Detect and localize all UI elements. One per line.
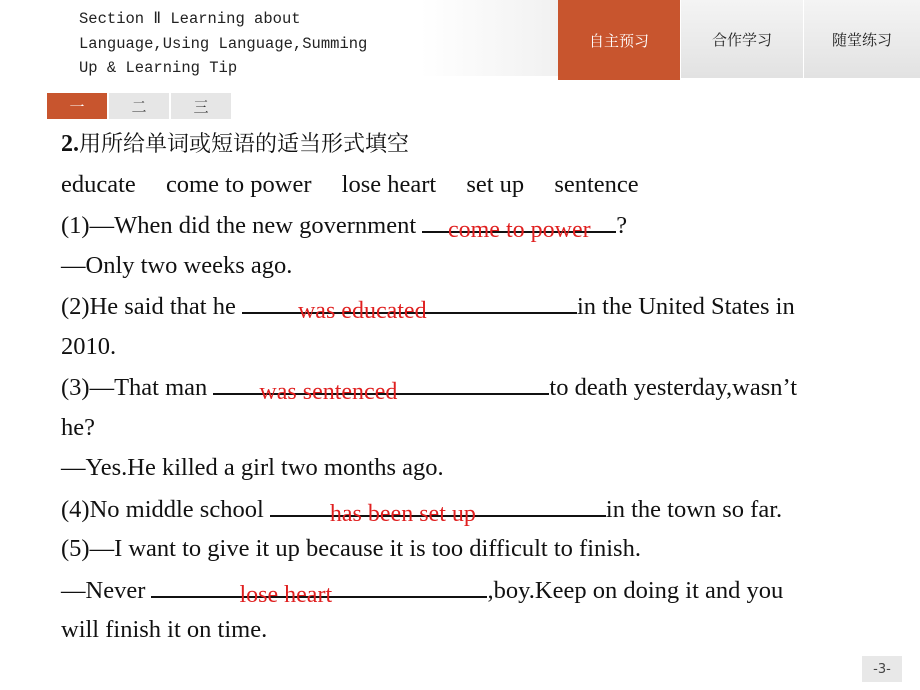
word-bank-item: sentence bbox=[554, 170, 639, 198]
answer-blank bbox=[270, 489, 606, 527]
item-3-continued: he? bbox=[61, 413, 95, 441]
item-1 bbox=[61, 205, 901, 246]
item-1-prefix: (1)—When did the new government bbox=[61, 212, 423, 239]
item-5-continued: will finish it on time. bbox=[61, 616, 268, 643]
item-2-continued: 2010. bbox=[61, 332, 117, 360]
answer-text: come to power bbox=[447, 217, 591, 243]
answer-blank bbox=[151, 570, 487, 608]
answer-blank bbox=[422, 205, 616, 243]
question-number: 2. bbox=[61, 131, 79, 157]
section-title-line: Up & Learning Tip bbox=[79, 59, 238, 77]
answer-text: was educated bbox=[297, 298, 427, 324]
item-5: (5)—I want to give it up because it is too difficult to finish. bbox=[61, 535, 641, 562]
answer-text: lose heart bbox=[239, 581, 333, 608]
item-5-reply bbox=[61, 570, 901, 611]
section-title-line: Language,Using Language,Summing bbox=[79, 34, 368, 53]
item-5-suffix: ,boy.Keep on doing it and you bbox=[487, 576, 784, 604]
section-title-line: Section Ⅱ Learning about bbox=[79, 10, 301, 28]
subtab-two[interactable]: 二 bbox=[109, 93, 169, 119]
item-5-prefix: —Never bbox=[61, 576, 152, 604]
answer-blank bbox=[242, 286, 577, 324]
answer-blank bbox=[213, 367, 549, 405]
header-bar bbox=[0, 0, 920, 80]
word-bank-item: lose heart bbox=[341, 170, 437, 198]
header-divider-shade bbox=[420, 0, 558, 76]
question-instruction: 用所给单词或短语的适当形式填空 bbox=[79, 132, 410, 157]
tab-self-study[interactable]: 自主预习 bbox=[558, 0, 680, 80]
item-4-suffix: in the town so far. bbox=[605, 495, 783, 523]
tab-cooperative-learning[interactable]: 合作学习 bbox=[681, 0, 803, 78]
subtab-bar bbox=[47, 93, 233, 119]
item-2-prefix: (2)He said that he bbox=[61, 293, 242, 320]
answer-text: has been set up bbox=[329, 500, 476, 527]
page-number: -3- bbox=[862, 656, 902, 682]
item-2-suffix: in the United States in bbox=[576, 293, 795, 320]
question-heading bbox=[61, 124, 901, 165]
word-bank-item: set up bbox=[466, 170, 525, 198]
item-2 bbox=[61, 286, 901, 327]
word-bank-item: come to power bbox=[165, 170, 312, 198]
word-bank bbox=[61, 165, 901, 206]
tab-in-class-practice[interactable]: 随堂练习 bbox=[804, 0, 920, 78]
exercise-content bbox=[61, 124, 901, 651]
item-4 bbox=[61, 489, 901, 530]
word-bank-item: educate bbox=[61, 170, 136, 198]
item-3 bbox=[61, 367, 901, 408]
item-3-prefix: (3)—That man bbox=[61, 374, 214, 401]
item-3-reply: —Yes.He killed a girl two months ago. bbox=[61, 454, 444, 481]
subtab-one[interactable]: 一 bbox=[47, 93, 107, 119]
item-3-suffix: to death yesterday,wasn’t bbox=[549, 374, 798, 401]
item-1-reply: —Only two weeks ago. bbox=[61, 251, 293, 279]
section-title bbox=[79, 7, 419, 81]
subtab-three[interactable]: 三 bbox=[171, 93, 231, 119]
item-1-suffix: ? bbox=[616, 212, 628, 239]
item-4-prefix: (4)No middle school bbox=[61, 495, 270, 523]
answer-text: was sentenced bbox=[259, 379, 398, 405]
